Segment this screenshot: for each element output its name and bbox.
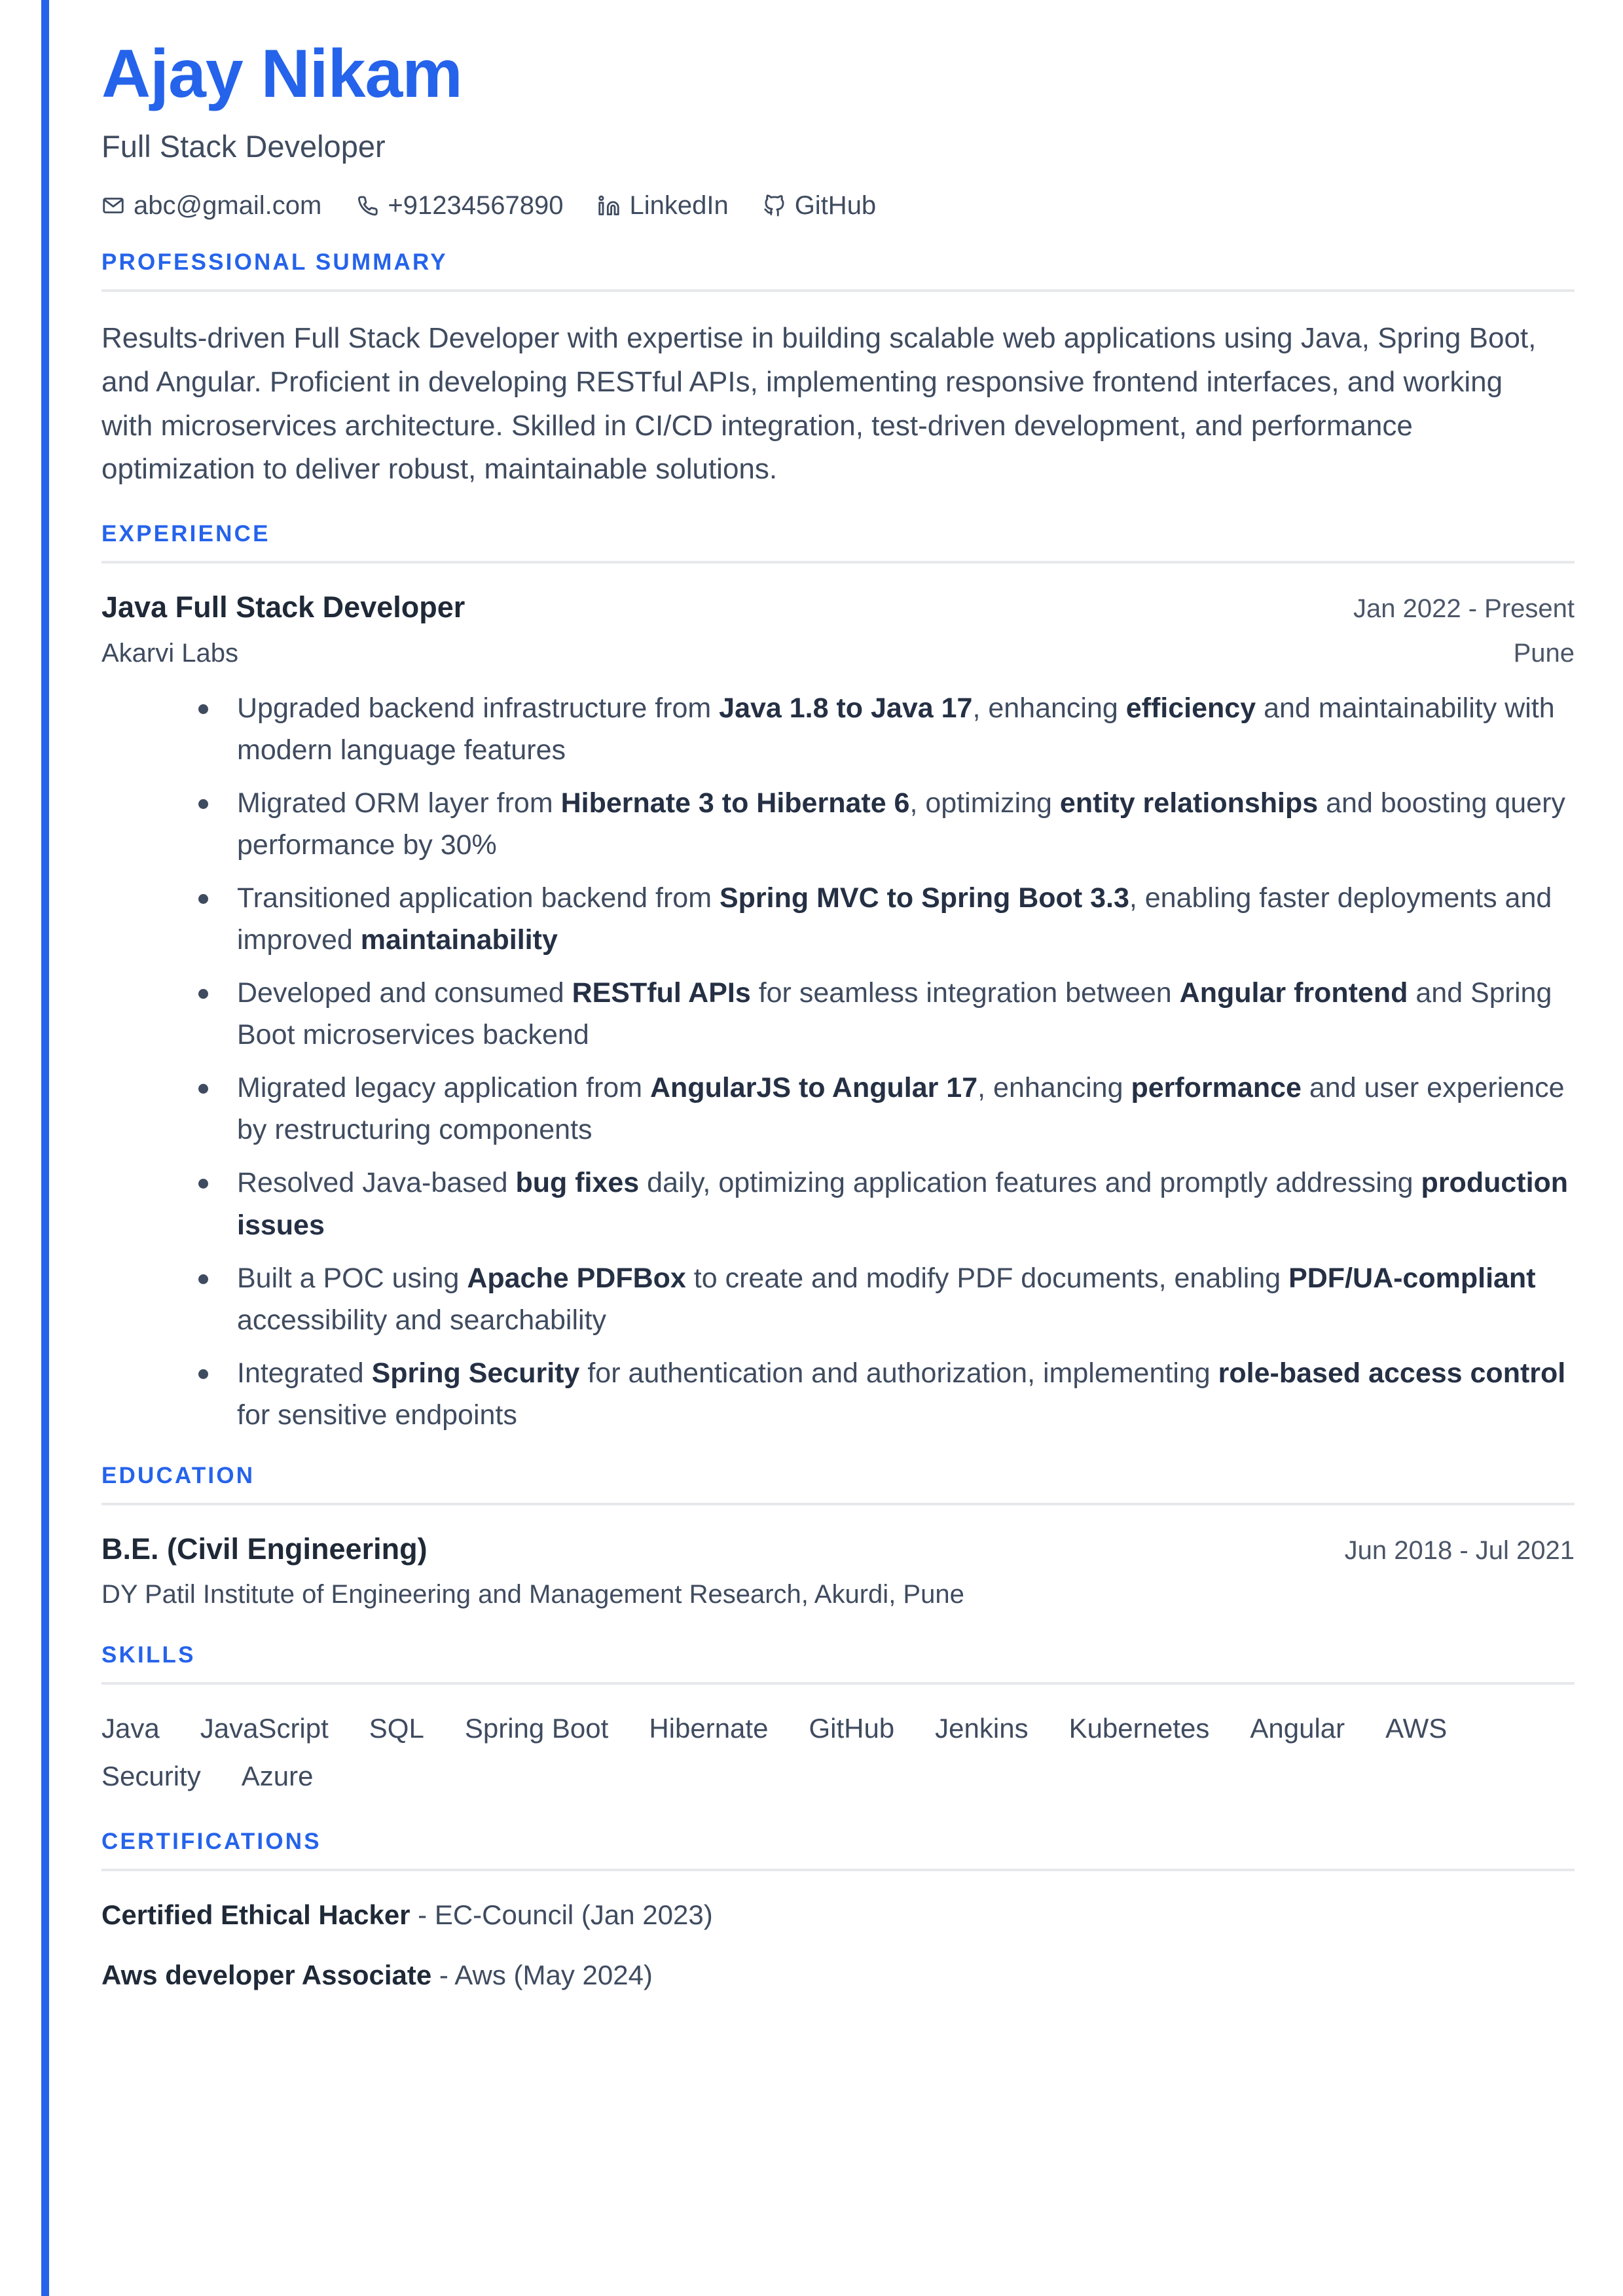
linkedin-icon [597, 194, 621, 217]
contact-linkedin[interactable] [597, 192, 728, 219]
certification-item [101, 1896, 1575, 1935]
contact-phone-label: +91234567890 [388, 190, 564, 220]
skill-item: Angular [1250, 1713, 1345, 1744]
section-certifications [101, 1828, 1575, 1996]
skills-list [101, 1710, 1575, 1795]
certification-detail: - Aws (May 2024) [431, 1960, 653, 1991]
candidate-name: Ajay Nikam [101, 36, 462, 112]
contact-row [101, 192, 1575, 219]
certification-name: Certified Ethical Hacker [101, 1899, 410, 1930]
section-education [101, 1462, 1575, 1612]
skill-item: JavaScript [200, 1713, 329, 1744]
section-skills [101, 1641, 1575, 1795]
section-title-experience: EXPERIENCE [101, 521, 270, 547]
section-rule-experience [101, 561, 1575, 564]
section-rule-certifications [101, 1869, 1575, 1871]
education-degree: B.E. (Civil Engineering) [101, 1532, 428, 1566]
section-rule-summary [101, 289, 1575, 292]
experience-bullet: Transitioned application backend from Spring MVC to Spring Boot 3.3, enabling faster deployments and improved maintainability [101, 877, 1575, 961]
experience-date-range: Jan 2022 - Present [1353, 594, 1575, 624]
phone-icon [356, 194, 379, 217]
experience-bullet: Migrated ORM layer from Hibernate 3 to Hibernate 6, optimizing entity relationships and boosting query performance by 30% [101, 782, 1575, 866]
section-title-skills: SKILLS [101, 1642, 196, 1668]
experience-bullet-list [101, 687, 1575, 1436]
contact-linkedin-label: LinkedIn [629, 190, 729, 220]
skill-item: GitHub [809, 1713, 895, 1744]
section-title-certifications: CERTIFICATIONS [101, 1828, 321, 1854]
skill-item: Security [101, 1761, 201, 1792]
experience-bullet: Integrated Spring Security for authentication and authorization, implementing role-based access control for sensitive endpoints [101, 1352, 1575, 1436]
contact-phone[interactable] [356, 192, 563, 219]
experience-bullet: Developed and consumed RESTful APIs for seamless integration between Angular frontend and Spring Boot microservices backend [101, 972, 1575, 1056]
certification-name: Aws developer Associate [101, 1960, 432, 1991]
section-title-education: EDUCATION [101, 1462, 255, 1488]
resume-header [101, 34, 1575, 219]
summary-paragraph: Results-driven Full Stack Developer with expertise in building scalable web applications using Java, Spring Boot, and Angular. Proficient in developing RESTful APIs, implementing responsive frontend interfaces, and working with microservices architecture. Skilled in CI/CD integration, test-driven development, and performance optimization to deliver robust, maintainable solutions. [101, 321, 1537, 486]
education-institution: DY Patil Institute of Engineering and Management Research, Akurdi, Pune [101, 1580, 964, 1609]
experience-company: Akarvi Labs [101, 638, 238, 668]
contact-github-label: GitHub [794, 190, 877, 220]
candidate-job-title: Full Stack Developer [101, 128, 386, 164]
experience-bullet: Resolved Java-based bug fixes daily, optimizing application features and promptly addressing production issues [101, 1162, 1575, 1246]
section-title-summary: PROFESSIONAL SUMMARY [101, 249, 448, 275]
experience-title-row [101, 588, 1575, 627]
education-date-range: Jun 2018 - Jul 2021 [1344, 1535, 1575, 1565]
section-professional-summary [101, 249, 1575, 492]
github-icon [763, 194, 786, 217]
certification-detail: - EC-Council (Jan 2023) [410, 1899, 713, 1930]
left-accent-bar [41, 0, 49, 2296]
skill-item: Azure [241, 1761, 314, 1792]
experience-entry [101, 588, 1575, 1436]
contact-github[interactable] [763, 192, 877, 219]
experience-company-row [101, 636, 1575, 670]
experience-location: Pune [1513, 638, 1575, 668]
experience-bullet: Migrated legacy application from AngularJS to Angular 17, enhancing performance and user experience by restructuring components [101, 1067, 1575, 1151]
skill-item: SQL [369, 1713, 424, 1744]
section-experience [101, 520, 1575, 1436]
skill-item: Java [101, 1713, 160, 1744]
experience-bullet: Built a POC using Apache PDFBox to create and modify PDF documents, enabling PDF/UA-compliant accessibility and searchability [101, 1257, 1575, 1341]
contact-email-label: abc@gmail.com [134, 190, 322, 220]
skill-item: Hibernate [649, 1713, 769, 1744]
skill-item: Jenkins [935, 1713, 1029, 1744]
contact-email[interactable] [101, 192, 321, 219]
education-entry [101, 1530, 1575, 1612]
section-rule-skills [101, 1682, 1575, 1685]
section-rule-education [101, 1503, 1575, 1505]
experience-bullet: Upgraded backend infrastructure from Java 1.8 to Java 17, enhancing efficiency and maintainability with modern language features [101, 687, 1575, 771]
experience-job-title: Java Full Stack Developer [101, 590, 465, 624]
resume-page [101, 0, 1575, 2017]
skill-item: AWS [1385, 1713, 1448, 1744]
envelope-icon [101, 194, 125, 217]
certification-item [101, 1956, 1575, 1995]
skill-item: Kubernetes [1068, 1713, 1210, 1744]
education-degree-row [101, 1530, 1575, 1569]
skill-item: Spring Boot [464, 1713, 609, 1744]
